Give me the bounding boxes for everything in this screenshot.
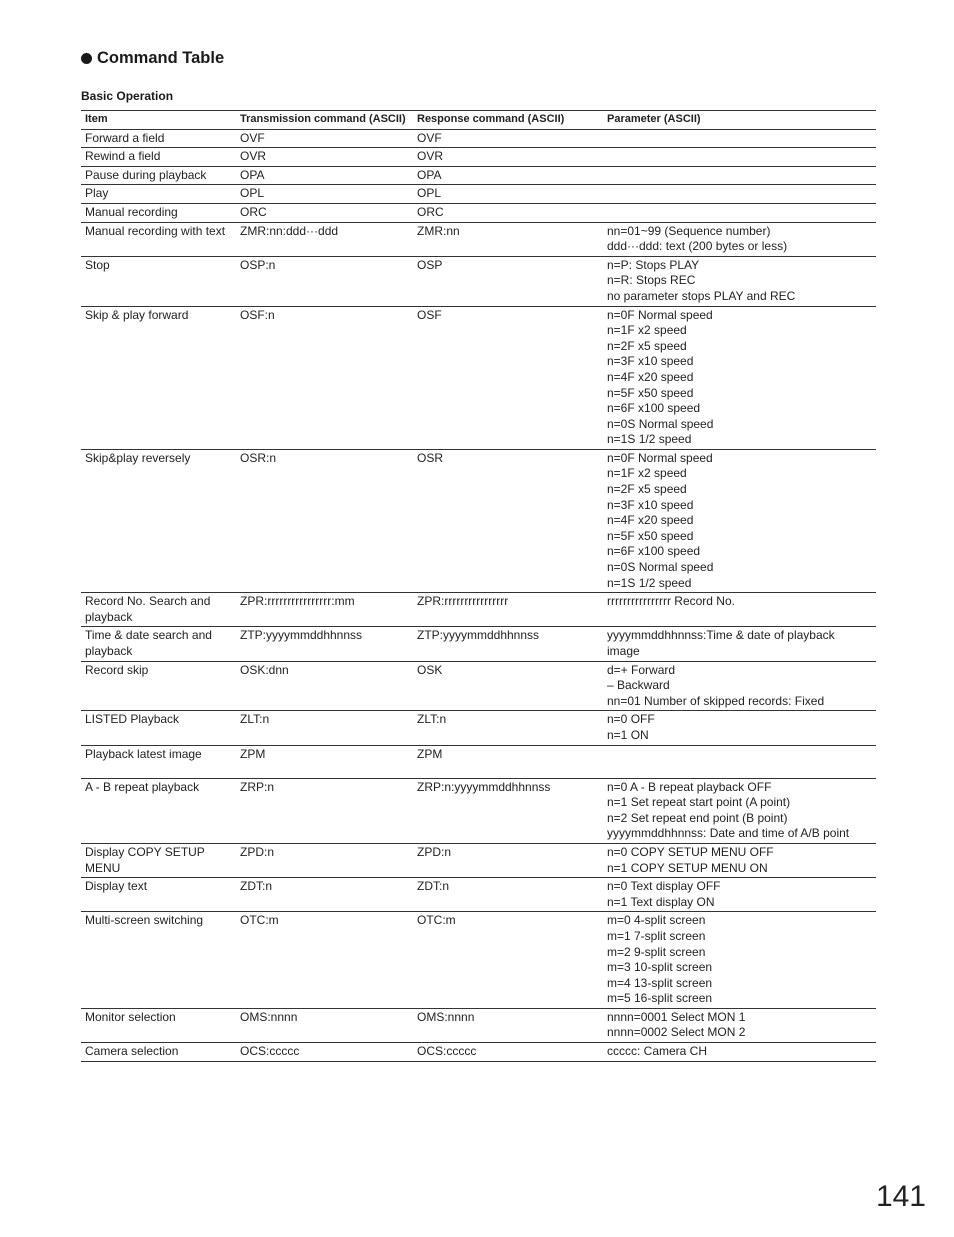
parameter-line: n=1 COPY SETUP MENU ON	[607, 860, 768, 875]
cell-item: Play	[81, 185, 236, 204]
parameter-line: nn=01~99 (Sequence number)	[607, 223, 771, 238]
cell-transmission-command: ZDT:n	[236, 878, 413, 912]
cell-transmission-command: OTC:m	[236, 912, 413, 1009]
cell-transmission-command: OSP:n	[236, 256, 413, 306]
parameter-line: nnnn=0001 Select MON 1	[607, 1009, 746, 1024]
table-row	[81, 222, 876, 256]
cell-item: Manual recording with text	[81, 222, 236, 256]
cell-item: Display COPY SETUP MENU	[81, 843, 236, 877]
cell-parameter	[603, 745, 876, 778]
cell-transmission-command: ZPD:n	[236, 843, 413, 877]
cell-item: Skip & play forward	[81, 306, 236, 449]
section-title-text: Command Table	[97, 49, 225, 67]
cell-response-command: ZPD:n	[413, 843, 603, 877]
parameter-line: n=3F x10 speed	[607, 497, 694, 512]
cell-transmission-command: OVR	[236, 148, 413, 167]
cell-response-command: ORC	[413, 203, 603, 222]
parameter-line: m=2 9-split screen	[607, 944, 706, 959]
table-row	[81, 129, 876, 148]
table-row	[81, 745, 876, 778]
parameter-line: m=0 4-split screen	[607, 913, 706, 928]
table-row	[81, 1008, 876, 1042]
table-row	[81, 306, 876, 449]
command-table	[81, 110, 876, 1062]
cell-parameter	[603, 203, 876, 222]
cell-response-command: OPA	[413, 166, 603, 185]
table-row	[81, 661, 876, 711]
parameter-line: image	[607, 644, 640, 658]
parameter-line: n=R: Stops REC	[607, 273, 696, 288]
table-row	[81, 778, 876, 843]
cell-response-command: OVR	[413, 148, 603, 167]
table-row	[81, 148, 876, 167]
column-header-transmission: Transmission command (ASCII)	[236, 111, 413, 130]
cell-parameter	[603, 878, 876, 912]
parameter-line: n=6F x100 speed	[607, 401, 701, 416]
cell-item: Monitor selection	[81, 1008, 236, 1042]
parameter-line: n=3F x10 speed	[607, 354, 694, 369]
cell-item: Camera selection	[81, 1043, 236, 1062]
cell-response-command: ZLT:n	[413, 711, 603, 745]
cell-response-command: OCS:ccccc	[413, 1043, 603, 1062]
table-row	[81, 627, 876, 661]
cell-response-command: OSP	[413, 256, 603, 306]
cell-response-command: OSK	[413, 661, 603, 711]
cell-transmission-command: OPA	[236, 166, 413, 185]
parameter-line: d=+ Forward	[607, 662, 676, 677]
parameter-line: n=0 OFF	[607, 712, 655, 727]
cell-response-command: OSR	[413, 449, 603, 592]
cell-parameter	[603, 222, 876, 256]
parameter-line: n=0 A - B repeat playback OFF	[607, 779, 772, 794]
bullet-icon	[81, 53, 92, 64]
cell-response-command: ZPR:rrrrrrrrrrrrrrrr	[413, 593, 603, 627]
cell-item: Stop	[81, 256, 236, 306]
column-header-response: Response command (ASCII)	[413, 111, 603, 130]
table-row	[81, 185, 876, 204]
cell-parameter	[603, 449, 876, 592]
cell-parameter	[603, 1043, 876, 1062]
cell-item: A - B repeat playback	[81, 778, 236, 843]
cell-parameter	[603, 148, 876, 167]
cell-response-command: OTC:m	[413, 912, 603, 1009]
parameter-line: m=5 16-split screen	[607, 991, 713, 1006]
parameter-line: n=0F Normal speed	[607, 450, 713, 465]
section-title	[81, 49, 224, 68]
table-row	[81, 1043, 876, 1062]
cell-transmission-command: OVF	[236, 129, 413, 148]
cell-transmission-command: ZMR:nn:ddd···ddd	[236, 222, 413, 256]
parameter-line: n=1F x2 speed	[607, 466, 687, 481]
parameter-line: n=4F x20 speed	[607, 369, 694, 384]
parameter-line: n=0F Normal speed	[607, 307, 713, 322]
cell-item: LISTED Playback	[81, 711, 236, 745]
cell-item: Time & date search and playback	[81, 627, 236, 661]
cell-item: Manual recording	[81, 203, 236, 222]
parameter-line: n=4F x20 speed	[607, 513, 694, 528]
parameter-line: nnnn=0002 Select MON 2	[607, 1025, 746, 1040]
parameter-line: n=P: Stops PLAY	[607, 257, 700, 272]
parameter-line: n=0S Normal speed	[607, 416, 714, 431]
sub-title: Basic Operation	[81, 89, 174, 103]
cell-response-command: ZRP:n:yyyymmddhhnnss	[413, 778, 603, 843]
parameter-line: m=3 10-split screen	[607, 960, 713, 975]
parameter-line: no parameter stops PLAY and REC	[607, 288, 796, 303]
page-number: 141	[875, 1180, 926, 1213]
table-row	[81, 166, 876, 185]
cell-parameter	[603, 129, 876, 148]
command-table-body	[81, 129, 876, 1061]
parameter-line: n=2F x5 speed	[607, 338, 687, 353]
column-header-parameter: Parameter (ASCII)	[603, 111, 876, 130]
column-header-item: Item	[81, 111, 236, 130]
parameter-line: n=2F x5 speed	[607, 482, 687, 497]
cell-transmission-command: ZLT:n	[236, 711, 413, 745]
cell-response-command: OVF	[413, 129, 603, 148]
cell-transmission-command: ZRP:n	[236, 778, 413, 843]
cell-item: Rewind a field	[81, 148, 236, 167]
cell-transmission-command: OSK:dnn	[236, 661, 413, 711]
parameter-line: n=1 ON	[607, 727, 649, 742]
cell-response-command: ZDT:n	[413, 878, 603, 912]
parameter-line: m=1 7-split screen	[607, 928, 706, 943]
table-row	[81, 256, 876, 306]
cell-transmission-command: ZTP:yyyymmddhhnnss	[236, 627, 413, 661]
table-row	[81, 593, 876, 627]
parameter-line: n=0 COPY SETUP MENU OFF	[607, 844, 774, 859]
cell-item: Playback latest image	[81, 745, 236, 778]
cell-response-command: OMS:nnnn	[413, 1008, 603, 1042]
cell-transmission-command: ZPM	[236, 745, 413, 778]
table-row	[81, 843, 876, 877]
cell-item: Display text	[81, 878, 236, 912]
cell-transmission-command: ZPR:rrrrrrrrrrrrrrrr:mm	[236, 593, 413, 627]
cell-parameter	[603, 306, 876, 449]
table-header-row	[81, 111, 876, 130]
parameter-line: yyyymmddhhnnss:Time & date of playback	[607, 628, 835, 643]
parameter-line: n=1S 1/2 speed	[607, 575, 692, 590]
parameter-line: rrrrrrrrrrrrrrrr Record No.	[607, 594, 735, 609]
cell-response-command: OSF	[413, 306, 603, 449]
cell-response-command: ZPM	[413, 745, 603, 778]
cell-parameter	[603, 593, 876, 627]
cell-transmission-command: OMS:nnnn	[236, 1008, 413, 1042]
table-row	[81, 878, 876, 912]
cell-transmission-command: OSR:n	[236, 449, 413, 592]
cell-parameter	[603, 912, 876, 1009]
cell-response-command: OPL	[413, 185, 603, 204]
cell-parameter	[603, 1008, 876, 1042]
parameter-line: n=1S 1/2 speed	[607, 432, 692, 447]
parameter-line: – Backward	[607, 678, 670, 693]
cell-parameter	[603, 166, 876, 185]
parameter-line: n=0 Text display OFF	[607, 879, 721, 894]
cell-parameter	[603, 778, 876, 843]
cell-parameter	[603, 256, 876, 306]
cell-item: Record No. Search and playback	[81, 593, 236, 627]
cell-item: Pause during playback	[81, 166, 236, 185]
parameter-line: ddd···ddd: text (200 bytes or less)	[607, 239, 788, 254]
parameter-line: n=1F x2 speed	[607, 323, 687, 338]
cell-item: Multi-screen switching	[81, 912, 236, 1009]
parameter-line: ccccc: Camera CH	[607, 1044, 708, 1059]
cell-parameter	[603, 627, 876, 661]
cell-response-command: ZMR:nn	[413, 222, 603, 256]
parameter-line: m=4 13-split screen	[607, 975, 713, 990]
cell-item: Forward a field	[81, 129, 236, 148]
parameter-line: n=5F x50 speed	[607, 385, 694, 400]
cell-parameter	[603, 711, 876, 745]
cell-parameter	[603, 185, 876, 204]
parameter-line: nn=01 Number of skipped records: Fixed	[607, 693, 825, 708]
cell-transmission-command: OCS:ccccc	[236, 1043, 413, 1062]
parameter-line: n=1 Set repeat start point (A point)	[607, 795, 791, 810]
cell-parameter	[603, 843, 876, 877]
table-row	[81, 711, 876, 745]
cell-item: Record skip	[81, 661, 236, 711]
cell-transmission-command: OSF:n	[236, 306, 413, 449]
cell-item: Skip&play reversely	[81, 449, 236, 592]
cell-parameter	[603, 661, 876, 711]
cell-transmission-command: ORC	[236, 203, 413, 222]
parameter-line: yyyymmddhhnnss: Date and time of A/B point	[607, 826, 850, 841]
table-row	[81, 912, 876, 1009]
parameter-line: n=0S Normal speed	[607, 560, 714, 575]
table-row	[81, 203, 876, 222]
parameter-line: n=6F x100 speed	[607, 544, 701, 559]
cell-transmission-command: OPL	[236, 185, 413, 204]
parameter-line: n=2 Set repeat end point (B point)	[607, 810, 788, 825]
table-row	[81, 449, 876, 592]
parameter-line: n=1 Text display ON	[607, 894, 715, 909]
parameter-line: n=5F x50 speed	[607, 528, 694, 543]
cell-response-command: ZTP:yyyymmddhhnnss	[413, 627, 603, 661]
